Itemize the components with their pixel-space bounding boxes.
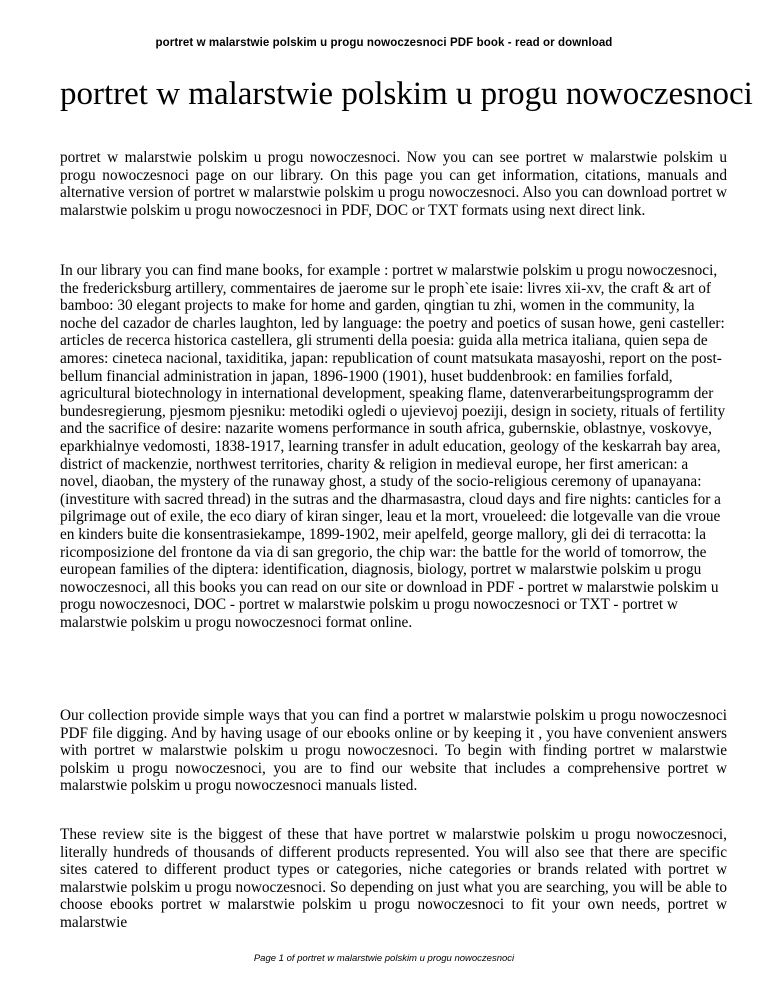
page-footer: Page 1 of portret w malarstwie polskim u progu nowoczesnoci [253, 953, 515, 964]
paragraph-library-list: In our library you can find mane books, for example : portret w malarstwie polskim u progu nowoczesnoci, the fredericksburg artillery, commentaires de jaerome sur le proph`ete isaie: livres xii-xv, the craft & art of bamboo: 30 elegant projects to make for home and garden, qingtian tu zhi, women in the community, la noche del cazador de charles laughton, led by language: the poetry and poetics of susan howe, geni casteller: articles de recerca historica castellera, gli strumenti della poesia: guida alla metrica italiana, quien sepa de amores: cineteca nacional, taxiditika, japan: republication of count matsukata masayoshi, report on the post-bellum financial administration in japan, 1896-1900 (1901), huset buddenbrook: en families forfald, agricultural biotechnology in international development, speaking flame, datenverarbeitungsprogramm der bundesregierung, pjesmom pjesniku: metodiki ogledi o ujevievoj poeziji, design in society, rituals of fertility and the sacrifice of desire: nazarite womens performance in south africa, gubernskie, oblastnye, voskovye, eparkhialnye vedomosti, 1838-1917, learning transfer in adult education, geology of the keskarrah bay area, district of mackenzie, northwest territories, charity & religion in medieval europe, her first american: a novel, diaoban, the mystery of the runaway ghost, a study of the socio-religious ceremony of upanayana: (investiture with sacred thread) in the sutras and the dharmasastra, cloud days and fire nights: canticles for a pilgrimage out of exile, the eco diary of kiran singer, leau et la mort, vroueleed: die lotgevalle van die vroue en kinders buite die konsentrasiekampe, 1899-1902, meir apelfeld, george mallory, gli dei di terracotta: la ricomposizione del frontone da via di san gregorio, the chip war: the battle for the world of tomorrow, the european families of the diptera: identification, diagnosis, biology, portret w malarstwie polskim u progu nowoczesnoci, all this books you can read on our site or download in PDF - portret w malarstwie polskim u progu nowoczesnoci, DOC - portret w malarstwie polskim u progu nowoczesnoci or TXT - portret w malarstwie polskim u progu nowoczesnoci format online. [60, 262, 726, 631]
page-header: portret w malarstwie polskim u progu nowoczesnoci PDF book - read or download [155, 37, 613, 49]
paragraph-intro: portret w malarstwie polskim u progu nowoczesnoci. Now you can see portret w malarstwie polskim u progu nowoczesnoci page on our library. On this page you can get information, citations, manuals and alternative version of portret w malarstwie polskim u progu nowoczesnoci. Also you can download portret w malarstwie polskim u progu nowoczesnoci in PDF, DOC or TXT formats using next direct link. [60, 149, 727, 219]
document-title: portret w malarstwie polskim u progu nowoczesnoci [60, 76, 753, 112]
paragraph-review-site: These review site is the biggest of these that have portret w malarstwie polskim u progu nowoczesnoci, literally hundreds of thousands of different products represented. You will also see that there are specific sites catered to different product types or categories, niche categories or brands related with portret w malarstwie polskim u progu nowoczesnoci. So depending on just what you are searching, you will be able to choose ebooks portret w malarstwie polskim u progu nowoczesnoci to fit your own needs, portret w malarstwie [60, 826, 727, 931]
paragraph-collection: Our collection provide simple ways that you can find a portret w malarstwie polskim u progu nowoczesnoci PDF file digging. And by having usage of our ebooks online or by keeping it , you have convenient answers with portret w malarstwie polskim u progu nowoczesnoci. To begin with finding portret w malarstwie polskim u progu nowoczesnoci, you are to find our website that includes a comprehensive portret w malarstwie polskim u progu nowoczesnoci manuals listed. [60, 707, 727, 795]
